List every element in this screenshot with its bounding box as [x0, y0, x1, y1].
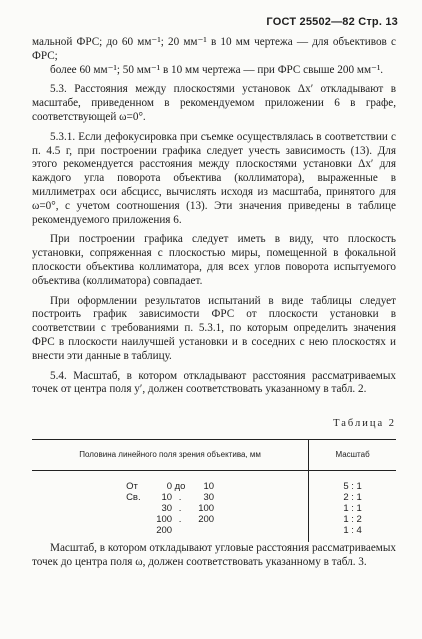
- range-from: 200: [156, 524, 173, 536]
- table-row: [126, 481, 214, 492]
- range-sep: до: [174, 480, 186, 492]
- table-header-field-half: Половина линейного поля зрения объектива, мм: [32, 439, 309, 470]
- table-row: [126, 503, 214, 514]
- paragraph: 5.3.1. Если дефокусировка при съемке осуществлялась в соответствии с п. 4.5 г, при построении графика следует учесть зависимость (13). Для этого рекомендуется расстояния между плоскостями установки Δx′ для каждого угла поворота объектива (коллиматора), выраженные в миллиметрах оси абсцисс, вычислять исходя из масштаба, принятого для ω=0°, с учетом соотношения (13). Эти значения приведены в таблице рекомендуемого приложения 6.: [32, 130, 396, 226]
- scale-table: [32, 439, 396, 542]
- range-to: [188, 525, 214, 536]
- range-from: 100: [156, 513, 173, 525]
- scale-value: 5 : 1: [343, 480, 362, 492]
- range-to: 10: [203, 480, 215, 492]
- table-caption: Таблица 2: [333, 418, 396, 430]
- paragraph: При построении графика следует иметь в виду, что плоскость установки, сопряженная с плоскостью миры, помещенной в фокальной плоскости объектива коллиматора, для всех углов поворота испытуемого объектива (коллиматора) совпадает.: [32, 233, 396, 287]
- paragraph: 5.3. Расстояния между плоскостями установок Δx′ откладывают в масштабе, приведенном в рекомендуемом приложении 6 в графе, соответствующей ω=0°.: [32, 83, 396, 123]
- range-from: 30: [161, 502, 173, 514]
- paragraph: мальной ФРС; до 60 мм⁻¹; 20 мм⁻¹ в 10 мм чертежа — для объективов с ФРС;: [32, 36, 396, 62]
- page-body: [32, 36, 396, 575]
- range-sep: .: [178, 491, 182, 503]
- range-prefix: Св.: [126, 491, 141, 503]
- scale-column: [309, 470, 396, 542]
- table-row: [126, 514, 214, 525]
- scale-value: 2 : 1: [343, 491, 362, 503]
- range-prefix: [126, 514, 144, 525]
- range-prefix: [126, 525, 144, 536]
- paragraph: Масштаб, в котором откладывают угловые расстояния рассматриваемых точек до центра поля ω, должен соответствовать указанному в табл. 3.: [32, 541, 396, 568]
- table-row: [126, 492, 214, 503]
- page-header: ГОСТ 25502—82 Стр. 13: [266, 16, 398, 28]
- range-to: 100: [198, 502, 215, 514]
- scale-value: 1 : 4: [343, 524, 362, 536]
- range-column: [32, 470, 309, 542]
- table-row: [126, 525, 214, 536]
- range-sep: [172, 525, 188, 536]
- table-header-scale: Масштаб: [309, 439, 396, 470]
- range-sep: .: [178, 513, 182, 525]
- range-to: 200: [198, 513, 215, 525]
- range-sep: .: [178, 502, 182, 514]
- paragraph: 5.4. Масштаб, в котором откладывают расстояния рассматриваемых точек от центра поля y′, должен соответствовать указанному в табл. 2.: [32, 369, 396, 396]
- range-to: 30: [203, 491, 215, 503]
- range-from: 10: [161, 491, 173, 503]
- range-prefix: [126, 503, 144, 514]
- scale-value: 1 : 1: [343, 502, 362, 514]
- scale-value: 1 : 2: [343, 513, 362, 525]
- range-prefix: От: [126, 480, 138, 492]
- paragraph: более 60 мм⁻¹; 50 мм⁻¹ в 10 мм чертежа — при ФРС свыше 200 мм⁻¹.: [50, 63, 384, 76]
- paragraph: При оформлении результатов испытаний в виде таблицы следует построить график зависимости ФРС от плоскости установки в соответствии с требованиями п. 5.3.1, по которым определить значения ФРС в плоскости наилучшей установки и в соседних с нею плоскостях и внести эти данные в таблицу.: [32, 294, 396, 362]
- range-from: 0: [166, 480, 173, 492]
